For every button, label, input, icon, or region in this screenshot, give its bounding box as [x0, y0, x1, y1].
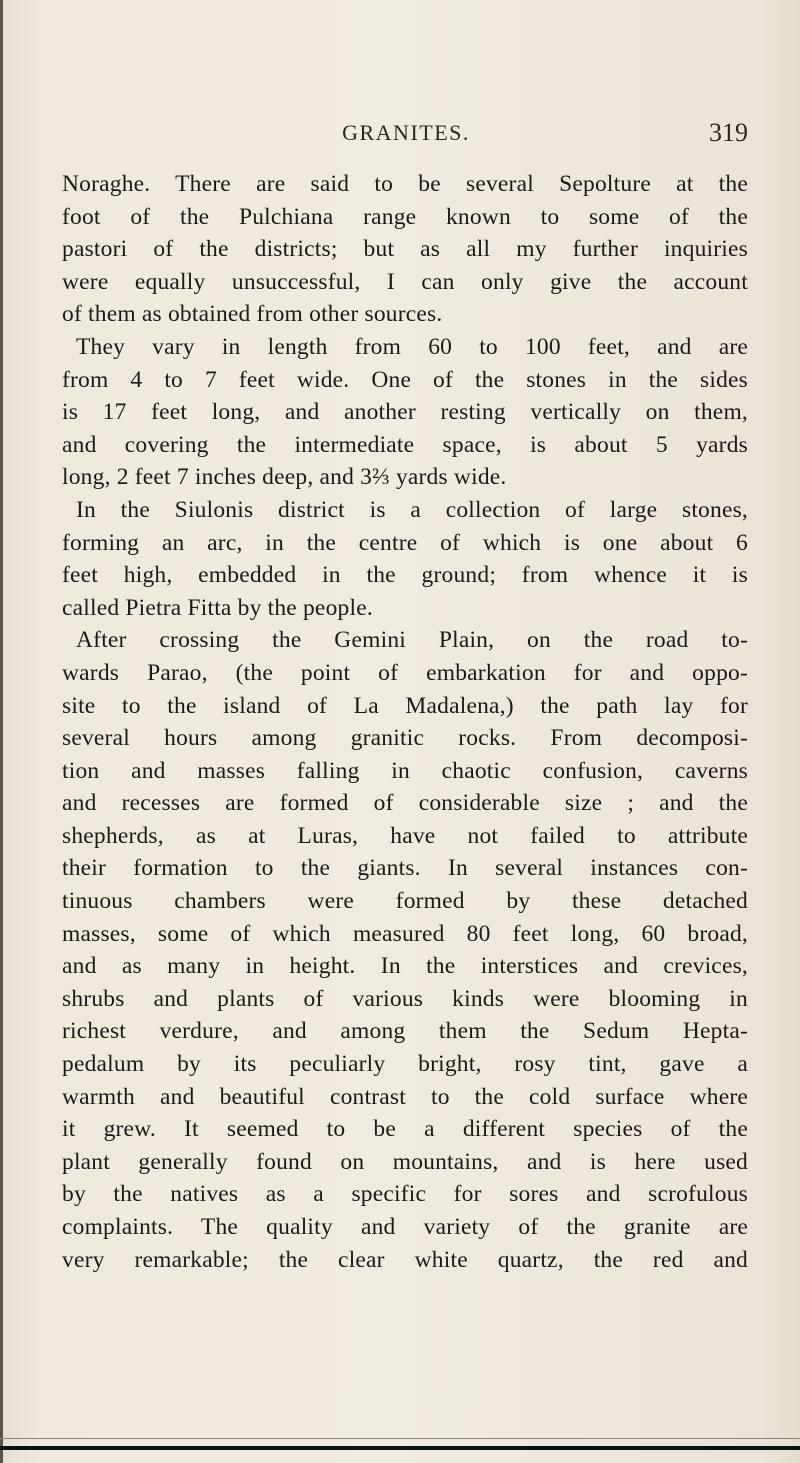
text-line: tion and masses falling in chaotic confusion, caverns — [62, 757, 748, 784]
text-line: it grew. It seemed to be a different species of the — [62, 1116, 748, 1143]
text-line: In the Siulonis district is a collection of large stones, — [76, 496, 748, 523]
text-line: They vary in length from 60 to 100 feet, and are — [76, 333, 748, 360]
text-line: wards Parao, (the point of embarkation for and oppo- — [62, 659, 748, 686]
text-line: and as many in height. In the interstices and crevices, — [62, 953, 748, 980]
text-line: and recesses are formed of considerable size ; and the — [62, 790, 748, 817]
text-line: by the natives as a specific for sores and scrofulous — [62, 1181, 748, 1208]
text-line: called Pietra Fitta by the people. — [62, 594, 373, 621]
scan-bottom-edge — [0, 1446, 800, 1450]
page-edge-rule — [0, 0, 3, 1463]
text-line: warmth and beautiful contrast to the cold surface where — [62, 1083, 748, 1110]
text-line: site to the island of La Madalena,) the path lay for — [62, 692, 748, 719]
page-number: 319 — [709, 118, 748, 147]
text-line: complaints. The quality and variety of the granite are — [62, 1214, 748, 1240]
running-title: GRANITES. — [342, 120, 470, 145]
text-line: richest verdure, and among them the Sedum Hepta- — [62, 1018, 748, 1045]
text-line: their formation to the giants. In several instances con- — [62, 855, 748, 882]
text-line: pastori of the districts; but as all my further inquiries — [62, 236, 748, 263]
text-line: tinuous chambers were formed by these detached — [62, 888, 748, 915]
text-line: forming an arc, in the centre of which is one about 6 — [62, 529, 748, 556]
text-line: were equally unsuccessful, I can only give the account — [62, 268, 748, 295]
text-line: very remarkable; the clear white quartz, the red and — [62, 1246, 748, 1273]
text-line: shrubs and plants of various kinds were blooming in — [62, 985, 748, 1012]
text-line: plant generally found on mountains, and is here used — [62, 1148, 748, 1175]
text-line: long, 2 feet 7 inches deep, and 3⅔ yards wide. — [62, 464, 507, 491]
text-line: After crossing the Gemini Plain, on the road to- — [76, 627, 748, 654]
body-text — [62, 168, 748, 1276]
text-line: from 4 to 7 feet wide. One of the stones in the sides — [62, 366, 748, 393]
text-line: masses, some of which measured 80 feet long, 60 broad, — [62, 920, 748, 947]
text-line: shepherds, as at Luras, have not failed to attribute — [62, 822, 748, 849]
text-line: of them as obtained from other sources. — [62, 301, 443, 328]
text-line: feet high, embedded in the ground; from whence it is — [62, 562, 748, 589]
scan-edge-line — [0, 1438, 800, 1439]
text-line: and covering the intermediate space, is about 5 yards — [62, 431, 748, 458]
running-head — [62, 118, 750, 154]
text-line: pedalum by its peculiarly bright, rosy tint, gave a — [62, 1051, 748, 1078]
text-line: is 17 feet long, and another resting vertically on them, — [62, 399, 748, 426]
text-line: foot of the Pulchiana range known to some of the — [62, 203, 748, 230]
text-line: Noraghe. There are said to be several Sepolture at the — [62, 171, 748, 197]
text-line: several hours among granitic rocks. From decomposi- — [62, 725, 748, 752]
